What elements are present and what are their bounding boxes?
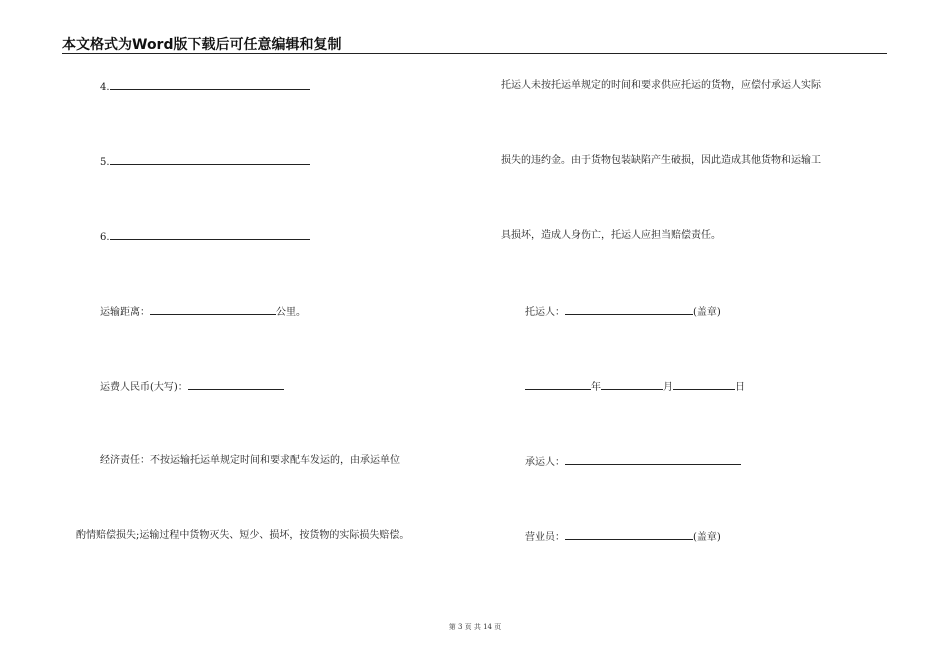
blank-line: [110, 79, 310, 90]
month-blank: [601, 379, 663, 390]
clerk-label: 营业员：: [525, 532, 565, 543]
distance-blank: [150, 304, 276, 315]
item-number: 6.: [100, 232, 110, 243]
seal-note: (盖章): [693, 532, 721, 543]
item-number: 4.: [100, 82, 110, 93]
blank-line: [110, 154, 310, 165]
liability-line-2: 酌情赔偿损失;运输过程中货物灭失、短少、损坏，按货物的实际损失赔偿。: [76, 530, 410, 541]
right-para-line-2: 损失的违约金。由于货物包装缺陷产生破损，因此造成其他货物和运输工: [501, 155, 821, 166]
carrier-signature-line: [525, 454, 741, 470]
carrier-label: 承运人：: [525, 457, 565, 468]
month-label: 月: [663, 382, 673, 393]
header-divider: [62, 53, 887, 54]
fee-blank: [188, 379, 284, 390]
right-para-line-1: 托运人未按托运单规定的时间和要求供应托运的货物，应偿付承运人实际: [501, 80, 821, 91]
distance-unit: 公里。: [276, 307, 306, 318]
document-header-title: 本文格式为Word版下载后可任意编辑和复制: [62, 37, 342, 53]
shipper-label: 托运人：: [525, 307, 565, 318]
year-blank: [525, 379, 591, 390]
blank-item-6: [100, 229, 310, 245]
clerk-blank: [565, 529, 693, 540]
fee-line: [100, 379, 284, 395]
date-line: [525, 379, 745, 395]
blank-line: [110, 229, 310, 240]
right-para-line-3: 具损坏，造成人身伤亡，托运人应担当赔偿责任。: [501, 230, 721, 241]
clerk-signature-line: [525, 529, 721, 545]
day-blank: [673, 379, 735, 390]
item-number: 5.: [100, 157, 110, 168]
distance-line: [100, 304, 306, 320]
shipper-signature-line: [525, 304, 721, 320]
distance-label: 运输距离：: [100, 307, 150, 318]
blank-item-4: [100, 79, 310, 95]
year-label: 年: [591, 382, 601, 393]
shipper-blank: [565, 304, 693, 315]
carrier-blank: [565, 454, 741, 465]
liability-line-1: 经济责任：不按运输托运单规定时间和要求配车发运的，由承运单位: [100, 455, 400, 466]
day-label: 日: [735, 382, 745, 393]
fee-label: 运费人民币(大写)：: [100, 382, 188, 393]
seal-note: (盖章): [693, 307, 721, 318]
page-number: 第 3 页 共 14 页: [448, 623, 502, 631]
blank-item-5: [100, 154, 310, 170]
